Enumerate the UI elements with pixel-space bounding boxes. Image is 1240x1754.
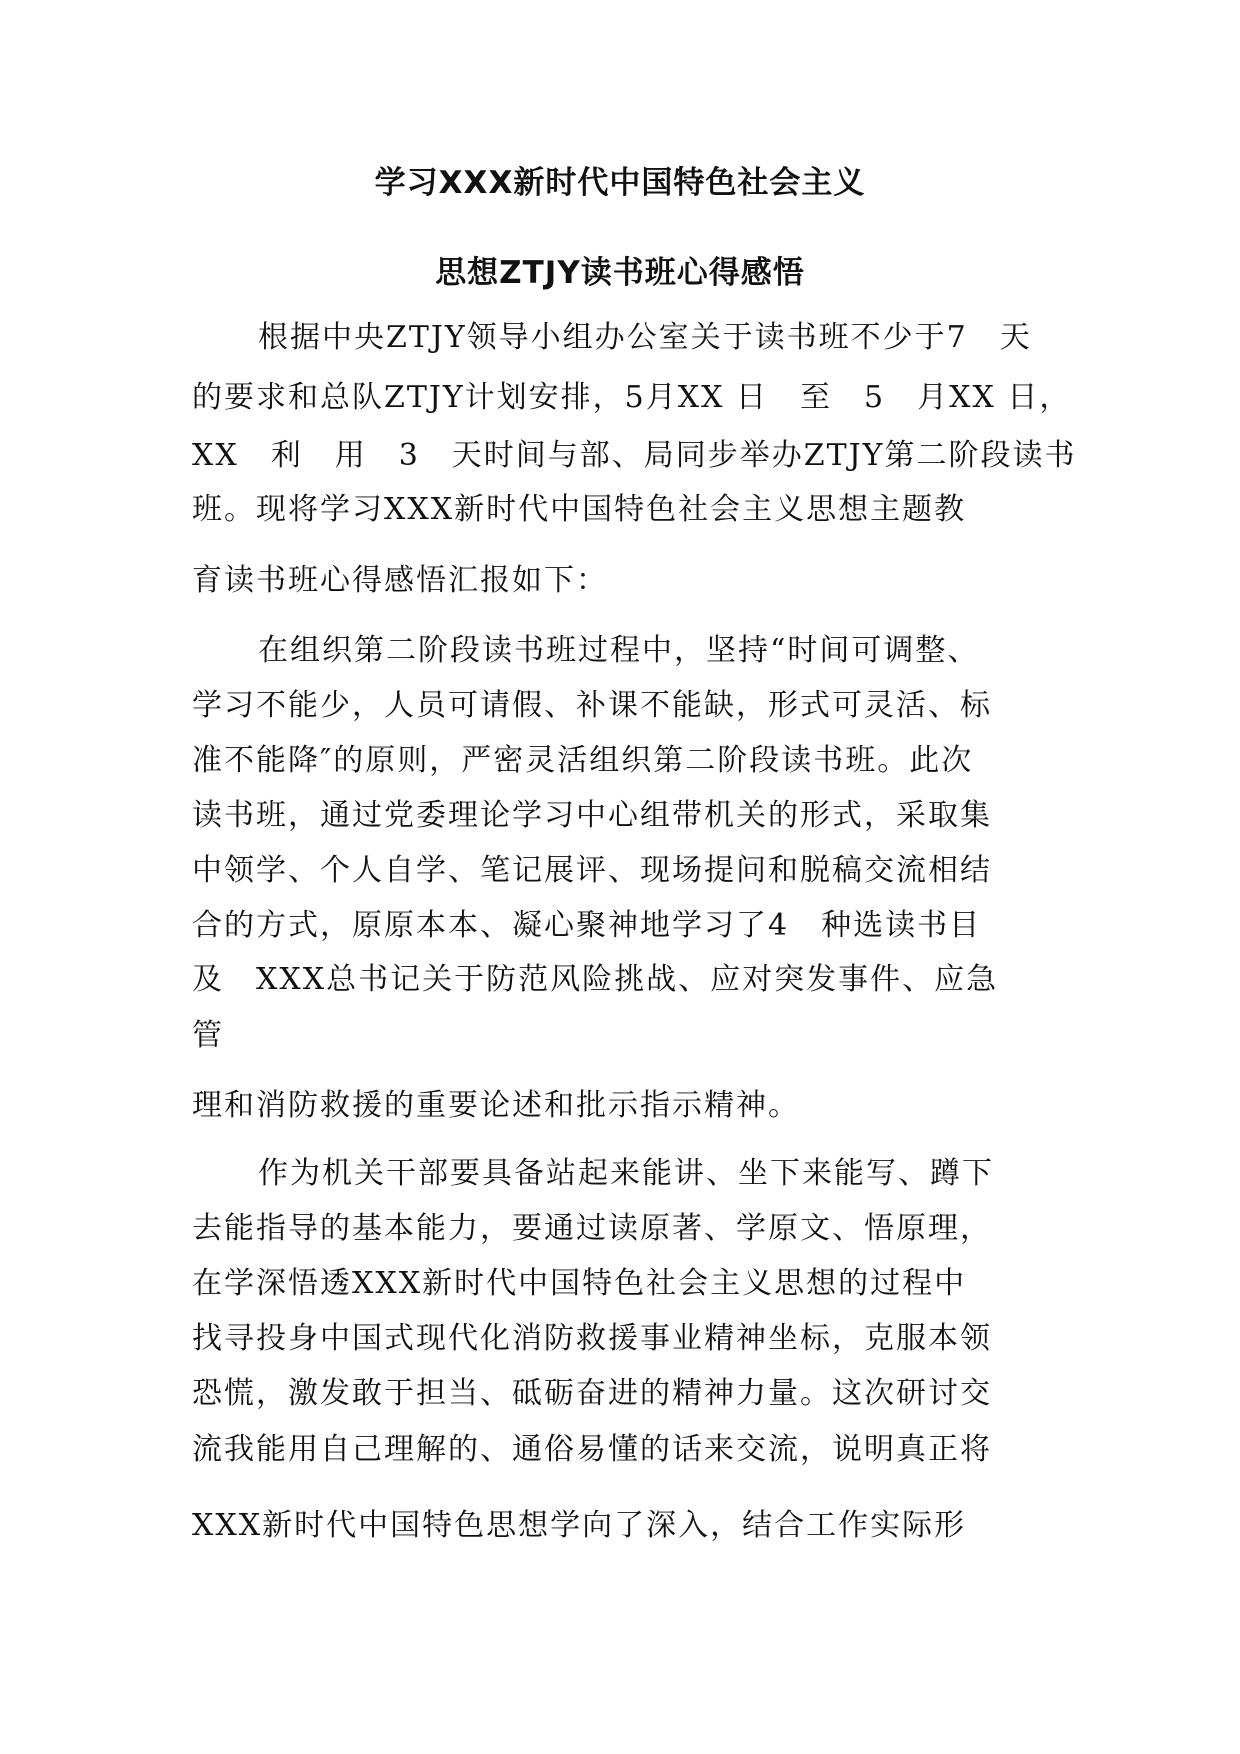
paragraph-3-line-4: 找寻投身中国式现代化消防救援事业精神坐标，克服本领 xyxy=(192,1321,992,1356)
paragraph-3-line-3: 在学深悟透XXX新时代中国特色社会主义思想的过程中 xyxy=(192,1266,967,1301)
paragraph-1-line-5: 育读书班心得感悟汇报如下： xyxy=(192,563,608,598)
paragraph-2-line-6: 合的方式，原原本本、凝心聚神地学习了4 种选读书目 xyxy=(192,908,982,943)
paragraph-2-line-8: 管 xyxy=(192,1018,224,1053)
paragraph-3-line-1: 作为机关干部要具备站起来能讲、坐下来能写、蹲下 xyxy=(258,1156,994,1191)
paragraph-2-line-1: 在组织第二阶段读书班过程中，坚持“时间可调整、 xyxy=(258,633,980,668)
paragraph-1-line-4: 班。现将学习XXX新时代中国特色社会主义思想主题教 xyxy=(192,492,967,527)
paragraph-2-line-2: 学习不能少，人员可请假、补课不能缺，形式可灵活、标 xyxy=(192,688,992,723)
title-line-1: 学习XXX新时代中国特色社会主义 xyxy=(374,165,866,201)
paragraph-1-line-1: 根据中央ZTJY领导小组办公室关于读书班不少于7 天 xyxy=(258,320,1032,355)
title-line-2: 思想ZTJY读书班心得感悟 xyxy=(435,255,805,291)
paragraph-3-line-7: XXX新时代中国特色思想学向了深入，结合工作实际形 xyxy=(192,1508,967,1543)
paragraph-2-line-9: 理和消防救援的重要论述和批示指示精神。 xyxy=(192,1088,800,1123)
paragraph-3-line-2: 去能指导的基本能力，要通过读原著、学原文、悟原理， xyxy=(192,1211,992,1246)
paragraph-2-line-5: 中领学、个人自学、笔记展评、现场提问和脱稿交流相结 xyxy=(192,853,992,888)
paragraph-2-line-4: 读书班，通过党委理论学习中心组带机关的形式，采取集 xyxy=(192,798,992,833)
paragraph-1-line-3: XX 利 用 3 天时间与部、局同步举办ZTJY第二阶段读书 xyxy=(192,438,1077,473)
paragraph-2-line-3: 准不能降″的原则，严密灵活组织第二阶段读书班。此次 xyxy=(192,743,974,778)
paragraph-1-line-2: 的要求和总队ZTJY计划安排，5月XX 日 至 5 月XX 日， xyxy=(192,380,1072,415)
paragraph-3-line-6: 流我能用自己理解的、通俗易懂的话来交流，说明真正将 xyxy=(192,1432,992,1467)
paragraph-3-line-5: 恐慌，激发敢于担当、砥砺奋进的精神力量。这次研讨交 xyxy=(192,1376,992,1411)
paragraph-2-line-7: 及 XXX总书记关于防范风险挑战、应对突发事件、应急 xyxy=(192,962,999,997)
